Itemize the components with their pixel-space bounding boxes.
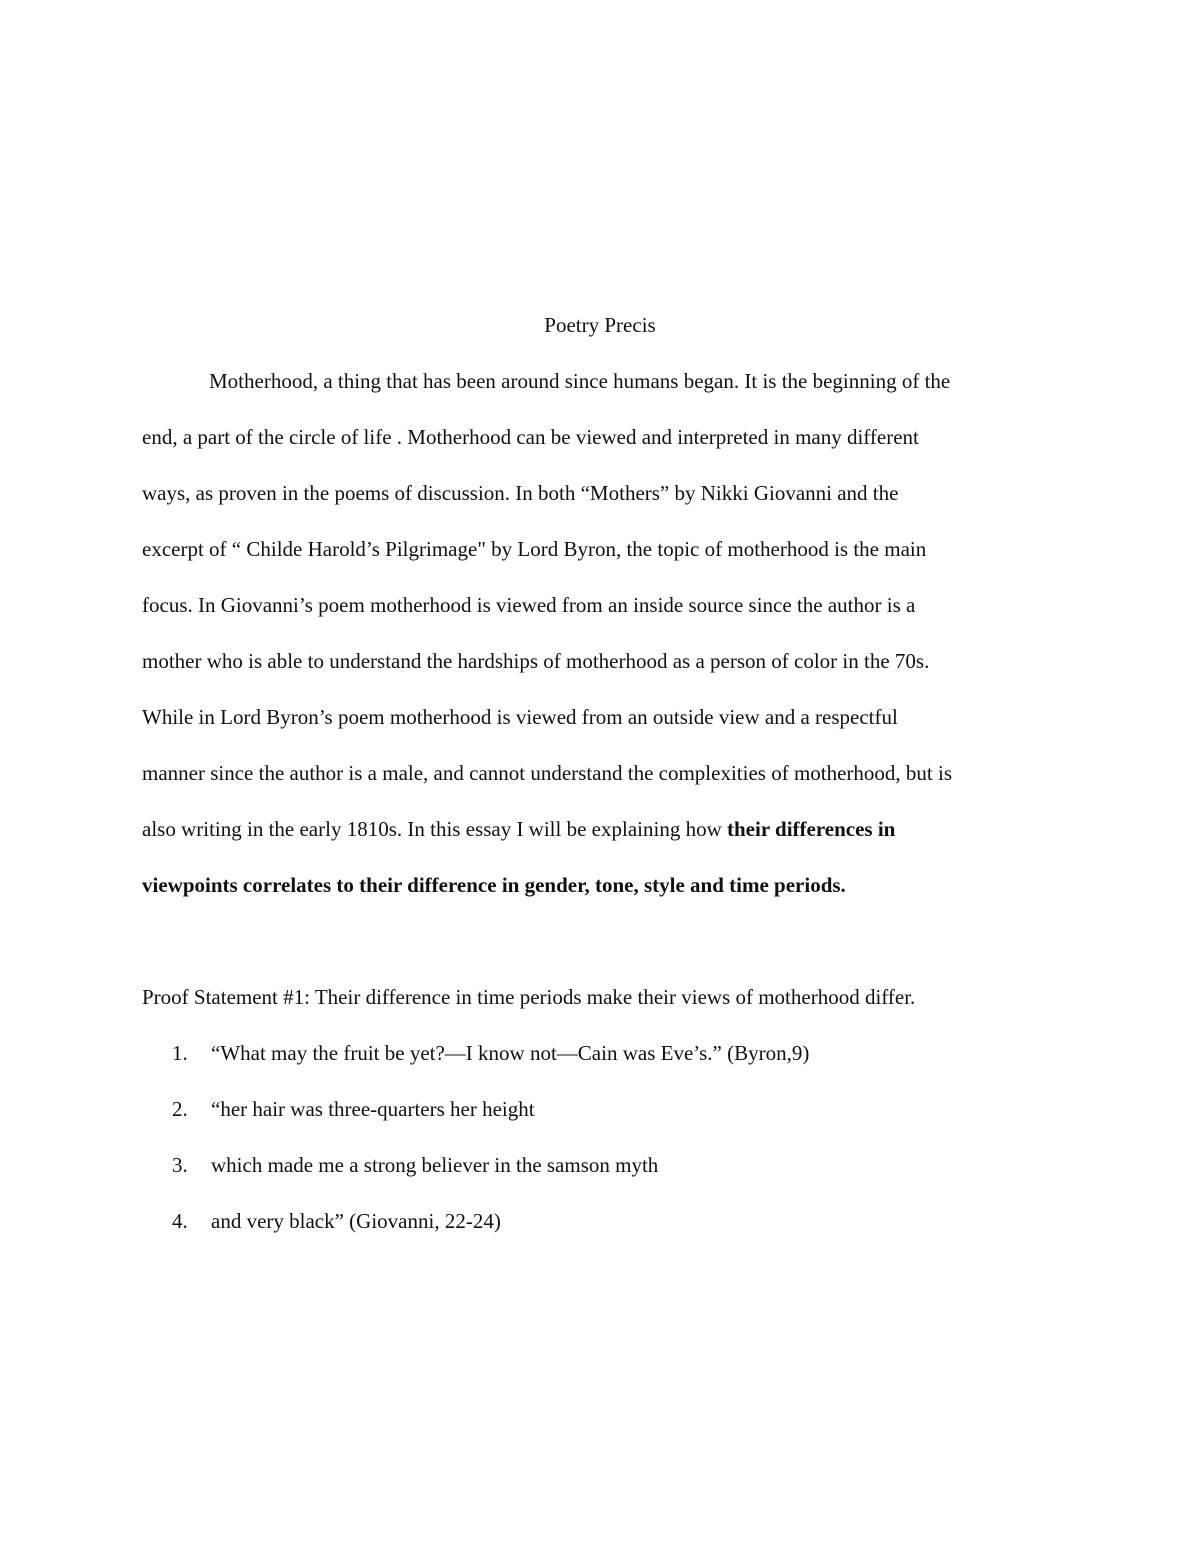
- list-item-number: 1.: [172, 1041, 188, 1065]
- paragraph-line-7: While in Lord Byron’s poem motherhood is viewed from an outside view and a respectful: [142, 705, 898, 729]
- thesis-statement-end: viewpoints correlates to their difference in gender, tone, style and time periods.: [142, 873, 846, 897]
- document-title: Poetry Precis: [544, 313, 656, 337]
- thesis-statement-start: their differences in: [727, 817, 896, 841]
- paragraph-line-8: manner since the author is a male, and cannot understand the complexities of motherhood, but is: [142, 761, 953, 785]
- list-item-number: 4.: [172, 1209, 188, 1233]
- list-item-number: 2.: [172, 1097, 188, 1121]
- paragraph-line-1: Motherhood, a thing that has been around since humans began. It is the beginning of the: [209, 369, 951, 393]
- paragraph-line-3: ways, as proven in the poems of discussion. In both “Mothers” by Nikki Giovanni and the: [142, 481, 899, 505]
- list-item-number: 3.: [172, 1153, 188, 1177]
- proof-statement: Proof Statement #1: Their difference in time periods make their views of motherhood differ.: [142, 985, 916, 1009]
- paragraph-line-4: excerpt of “ Childe Harold’s Pilgrimage" by Lord Byron, the topic of motherhood is the main: [142, 537, 927, 561]
- paragraph-line-6: mother who is able to understand the hardships of motherhood as a person of color in the 70s.: [142, 649, 930, 673]
- list-item-text: which made me a strong believer in the samson myth: [211, 1153, 659, 1177]
- paragraph-line-9-text: also writing in the early 1810s. In this essay I will be explaining how: [142, 817, 727, 841]
- list-item-text: “What may the fruit be yet?—I know not—Cain was Eve’s.” (Byron,9): [211, 1041, 810, 1065]
- list-item-text: “her hair was three-quarters her height: [211, 1097, 535, 1121]
- paragraph-line-2: end, a part of the circle of life . Motherhood can be viewed and interpreted in many different: [142, 425, 919, 449]
- paragraph-line-5: focus. In Giovanni’s poem motherhood is viewed from an inside source since the author is a: [142, 593, 916, 617]
- list-item-text: and very black” (Giovanni, 22-24): [211, 1209, 501, 1233]
- paragraph-line-9: [142, 813, 895, 845]
